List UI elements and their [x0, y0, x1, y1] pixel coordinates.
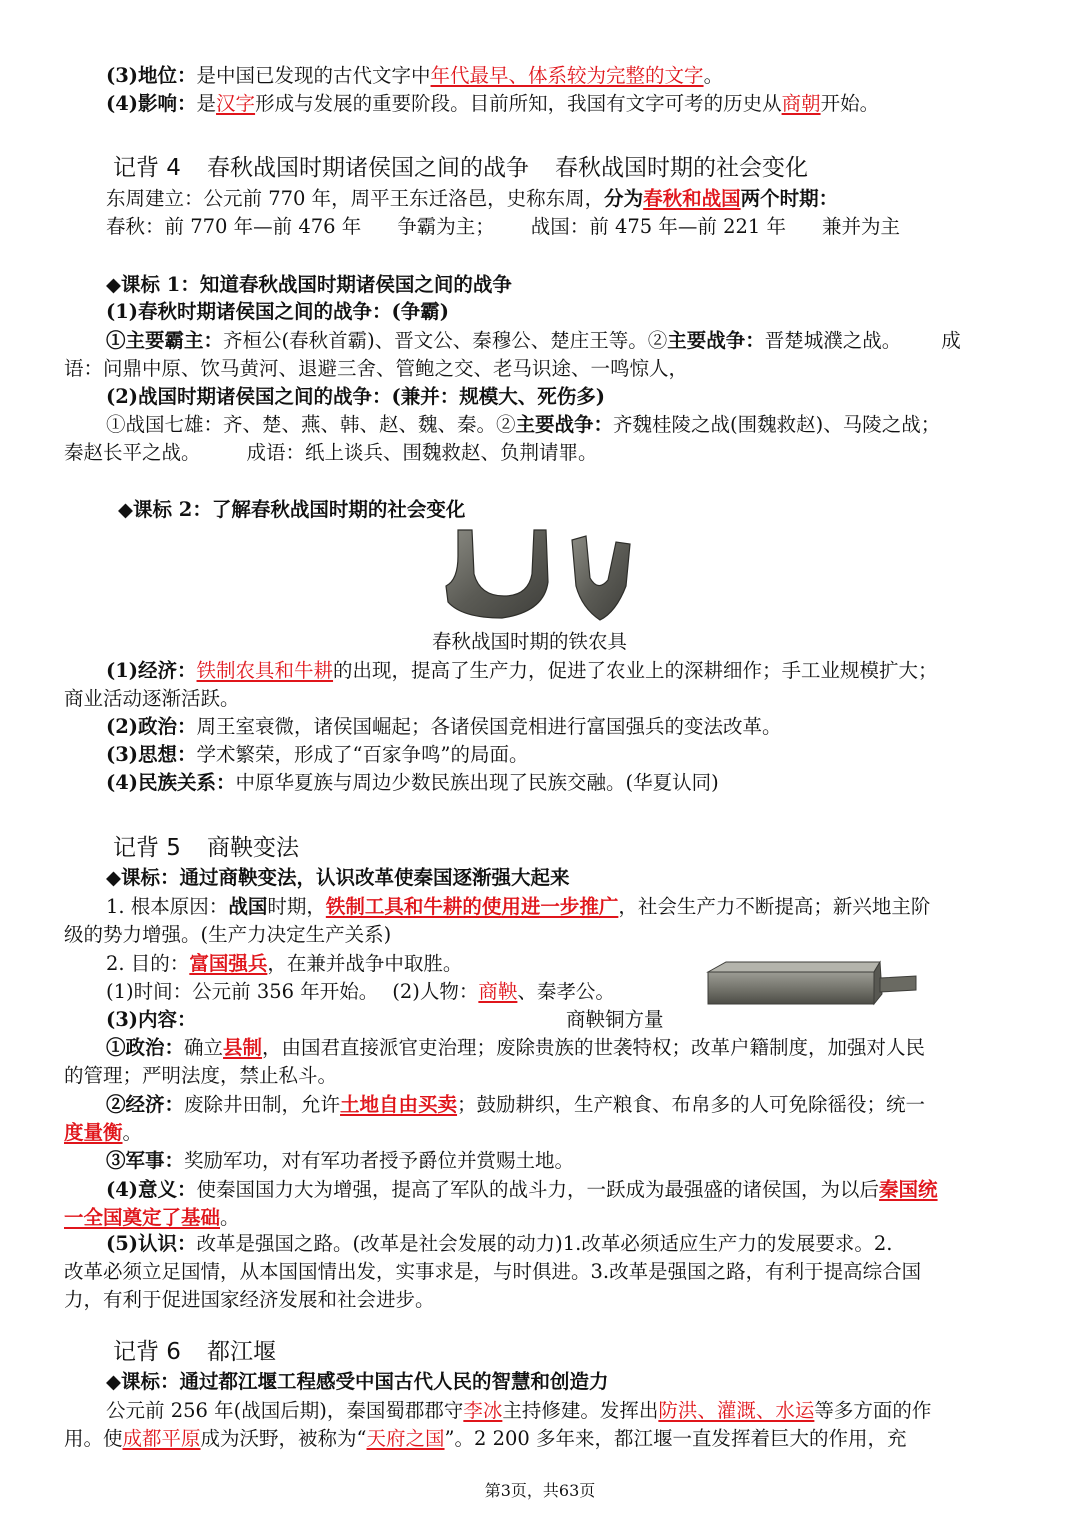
bronze-measure-image: [702, 958, 920, 1008]
highlight-shang: 商朝: [781, 92, 821, 115]
periods-line: 春秋：前 770 年—前 476 年 争霸为主； 战国：前 475 年—前 221 年 兼并为主: [106, 215, 900, 238]
highlight-weights-measures: 度量衡: [64, 1121, 123, 1144]
time-person-line: (1)时间：公元前 356 年开始。 (2)人物：商鞅、秦孝公。: [106, 980, 615, 1003]
standard-2: ◆课标 2：了解春秋战国时期的社会变化: [118, 498, 466, 521]
politics-line: (2)政治：周王室衰微，诸侯国崛起；各诸侯国竞相进行富国强兵的变法改革。: [106, 715, 782, 738]
highlight-functions: 防洪、灌溉、水运: [658, 1399, 815, 1422]
section-5-standard: ◆课标：通过商鞅变法，认识改革使秦国逐渐强大起来: [106, 866, 570, 889]
highlight-county-system: 县制: [223, 1036, 263, 1059]
standard-1: ◆课标 1：知道春秋战国时期诸侯国之间的战争: [106, 273, 512, 296]
influence-line: (4)影响：是汉字形成与发展的重要阶段。目前所知，我国有文字可考的历史从商朝开始。: [106, 92, 880, 115]
content-economy-line: ②经济：废除井田制，允许土地自由买卖；鼓励耕织，生产粮食、布帛多的人可免除徭役；统一: [106, 1093, 926, 1116]
highlight-rich-strong: 富国强兵: [189, 952, 268, 975]
significance-line-2: 一全国奠定了基础。: [64, 1206, 240, 1229]
idioms-line-1: 语：问鼎中原、饮马黄河、退避三舍、管鲍之交、老马识途、一鸣惊人，: [64, 357, 689, 380]
page-number: 第3页，共63页: [484, 1481, 596, 1500]
highlight-land-trade: 土地自由买卖: [340, 1093, 458, 1116]
thought-line: (3)思想：学术繁荣，形成了“百家争鸣”的局面。: [106, 743, 529, 766]
spring-autumn-wars-heading: (1)春秋时期诸侯国之间的战争：(争霸): [106, 300, 449, 323]
status-line: (3)地位：是中国已发现的古代文字中年代最早、体系较为完整的文字。: [106, 64, 724, 87]
section-4-title: 记背 4 春秋战国时期诸侯国之间的战争 春秋战国时期的社会变化: [113, 155, 808, 181]
highlight-hanzi: 汉字: [216, 92, 256, 115]
economy-line-2: 商业活动逐渐活跃。: [64, 687, 240, 710]
warring-states-wars-heading: (2)战国时期诸侯国之间的战争：(兼并：规模大、死伤多): [106, 385, 605, 408]
idioms-line-2: 秦赵长平之战。 成语：纸上谈兵、围魏救赵、负荆请罪。: [64, 441, 598, 464]
highlight-earliest-script: 年代最早、体系较为完整的文字: [430, 64, 704, 87]
eastern-zhou-line: 东周建立：公元前 770 年，周平王东迁洛邑，史称东周，分为春秋和战国两个时期：: [106, 187, 839, 210]
economy-line: (1)经济：铁制农具和牛耕的出现，提高了生产力，促进了农业上的深耕细作；手工业规模扩大；: [106, 659, 938, 682]
understanding-line-3: 力，有利于促进国家经济发展和社会进步。: [64, 1288, 435, 1311]
purpose-line: 2. 目的：富国强兵，在兼并战争中取胜。: [106, 952, 463, 975]
understanding-line: (5)认识：改革是强国之路。(改革是社会发展的动力)1.改革必须适应生产力的发展要求。2.: [106, 1232, 893, 1255]
content-politics-line-2: 的管理；严明法度，禁止私斗。: [64, 1064, 338, 1087]
label-influence: (4)影响：: [106, 92, 197, 115]
dujiangyan-line-1: 公元前 256 年(战国后期)，秦国蜀郡郡守李冰主持修建。发挥出防洪、灌溉、水运等多方面的作: [106, 1399, 932, 1422]
iron-tools-caption: 春秋战国时期的铁农具: [432, 630, 628, 653]
content-label: (3)内容：: [106, 1008, 197, 1031]
content-politics-line: ①政治：确立县制，由国君直接派官吏治理；废除贵族的世袭特权；改革户籍制度，加强对人民: [106, 1036, 926, 1059]
root-cause-line-2: 级的势力增强。(生产力决定生产关系): [64, 923, 392, 946]
seven-states-line: ①战国七雄：齐、楚、燕、韩、赵、魏、秦。②主要战争：齐魏桂陵之战(围魏救赵)、马陵之战；: [106, 413, 941, 436]
dujiangyan-line-2: 用。使成都平原成为沃野，被称为“天府之国”。2 200 多年来，都江堰一直发挥着巨大的作用，充: [64, 1427, 907, 1450]
highlight-li-bing: 李冰: [463, 1399, 503, 1422]
highlight-chengdu-plain: 成都平原: [122, 1427, 201, 1450]
label-status: (3)地位：: [106, 64, 197, 87]
hegemons-line: ①主要霸主：齐桓公(春秋首霸)、晋文公、秦穆公、楚庄王等。②主要战争：晋楚城濮之战。 成: [106, 329, 961, 352]
highlight-land-of-abundance: 天府之国: [366, 1427, 445, 1450]
ethnic-relations-line: (4)民族关系：中原华夏族与周边少数民族出现了民族交融。(华夏认同): [106, 771, 719, 794]
bronze-measure-caption: 商鞅铜方量: [566, 1008, 664, 1031]
content-military-line: ③军事：奖励军功，对有军功者授予爵位并赏赐土地。: [106, 1149, 575, 1172]
highlight-shang-yang: 商鞅: [478, 980, 518, 1003]
content-economy-line-2: 度量衡。: [64, 1121, 143, 1144]
section-6-title: 记背 6 都江堰: [113, 1339, 276, 1365]
significance-line: (4)意义：使秦国国力大为增强，提高了军队的战斗力，一跃成为最强盛的诸侯国，为以后秦国统: [106, 1178, 938, 1201]
understanding-line-2: 改革必须立足国情，从本国国情出发，实事求是，与时俱进。3.改革是强国之路，有利于提高综合国: [64, 1260, 922, 1283]
iron-tools-image: [440, 526, 640, 622]
highlight-iron-plow: 铁制农具和牛耕: [196, 659, 334, 682]
section-6-standard: ◆课标：通过都江堰工程感受中国古代人民的智慧和创造力: [106, 1370, 609, 1393]
root-cause-line: 1. 根本原因：战国时期，铁制工具和牛耕的使用进一步推广，社会生产力不断提高；新兴地主阶: [106, 895, 931, 918]
highlight-chunqiu-zhanguo: 春秋和战国: [643, 187, 741, 210]
highlight-unification-foundation: 一全国奠定了基础: [64, 1206, 221, 1229]
highlight-iron-tools: 铁制工具和牛耕的使用进一步推广: [325, 895, 619, 918]
section-5-title: 记背 5 商鞅变法: [113, 835, 299, 861]
